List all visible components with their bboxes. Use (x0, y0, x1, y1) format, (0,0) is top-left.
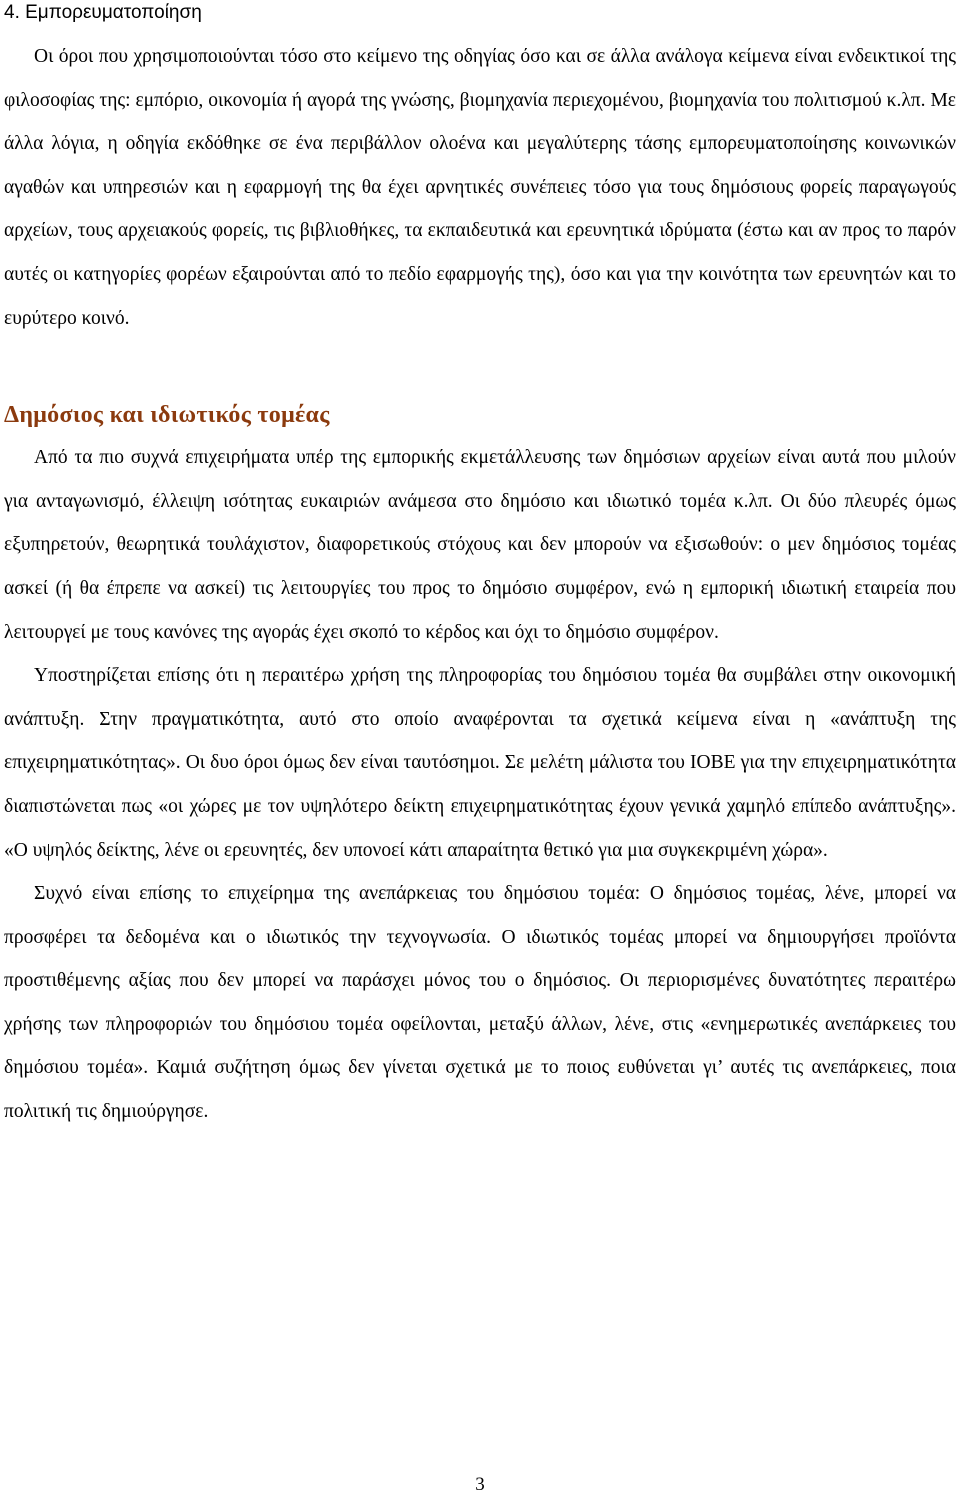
paragraph: Συχνό είναι επίσης το επιχείρημα της ανεπάρκειας του δημόσιου τομέα: Ο δημόσιος τομέας, λένε, μπορεί να προσφέρει τα δεδομένα και ο ιδιωτικός την τεχνογνωσία. Ο ιδιωτικός τομέας μπορεί να δημιουργήσει προϊόντα προστιθέμενης αξίας που δεν μπορεί να παράσχει μόνος του ο δημόσιος. Οι περιορισμένες δυνατότητες περαιτέρω χρήσης των πληροφοριών του δημόσιου τομέα οφείλονται, μεταξύ άλλων, λένε, στις «ενημερωτικές ανεπάρκειες του δημόσιου τομέα». Καμιά συζήτηση όμως δεν γίνεται σχετικά με το ποιος ευθύνεται γι’ αυτές τις ανεπάρκειες, ποια πολιτική τις δημιούργησε. (4, 883, 956, 1123)
paragraph: Υποστηρίζεται επίσης ότι η περαιτέρω χρήση της πληροφορίας του δημόσιου τομέα θα συμβάλει στην οικονομική ανάπτυξη. Στην πραγματικότητα, αυτό στο οποίο αναφέρονται τα σχετικά κείμενα είναι η «ανάπτυξη της επιχειρηματικότητας». Οι δυο όροι όμως δεν είναι ταυτόσημοι. Σε μελέτη μάλιστα του ΙΟΒΕ για την επιχειρηματικότητα διαπιστώνεται πως «οι χώρες με τον υψηλότερο δείκτη επιχειρηματικότητας έχουν γενικά χαμηλό επίπεδο ανάπτυξης». «Ο υψηλός δείκτης, λένε οι ερευνητές, δεν υπονοεί κάτι απαραίτητα θετικό για μια συγκεκριμένη χώρα». (4, 665, 956, 861)
page-number: 3 (475, 1474, 485, 1495)
document-page (4, 0, 956, 1134)
section-title: 4. Εμπορευματοποίηση (4, 2, 202, 23)
paragraph: Από τα πιο συχνά επιχειρήματα υπέρ της εμπορικής εκμετάλλευσης των δημόσιων αρχείων είναι αυτά που μιλούν για ανταγωνισμό, έλλειψη ισότητας ευκαιριών ανάμεσα στο δημόσιο και ιδιωτικό τομέα κ.λπ. Οι δύο πλευρές όμως εξυπηρετούν, θεωρητικά τουλάχιστον, διαφορετικούς στόχους και δεν μπορούν να εξισωθούν: ο μεν δημόσιος τομέας ασκεί (ή θα έπρεπε να ασκεί) τις λειτουργίες του προς το δημόσιο συμφέρον, ενώ η εμπορική ιδιωτική εταιρεία που λειτουργεί με τους κανόνες της αγοράς έχει σκοπό το κέρδος και όχι το δημόσιο συμφέρον. (4, 447, 956, 643)
paragraph: Οι όροι που χρησιμοποιούνται τόσο στο κείμενο της οδηγίας όσο και σε άλλα ανάλογα κείμενα είναι ενδεικτικοί της φιλοσοφίας της: εμπόριο, οικονομία ή αγορά της γνώσης, βιομηχανία περιεχομένου, βιομηχανία του πολιτισμού κ.λπ. Με άλλα λόγια, η οδηγία εκδόθηκε σε ένα περιβάλλον ολοένα και μεγαλύτερης τάσης εμπορευματοποίησης κοινωνικών αγαθών και υπηρεσιών και η εφαρμογή της θα έχει αρνητικές συνέπειες τόσο για τους δημόσιους φορείς παραγωγούς αρχείων, τους αρχειακούς φορείς, τις βιβλιοθήκες, τα εκπαιδευτικά και ερευνητικά ιδρύματα (έστω και αν προς το παρόν αυτές οι κατηγορίες φορέων εξαιρούνται από το πεδίο εφαρμογής της), όσο και για την κοινότητα των ερευνητών και το ευρύτερο κοινό. (4, 46, 956, 329)
subsection-heading: Δημόσιος και ιδιωτικός τομέας (4, 402, 330, 429)
